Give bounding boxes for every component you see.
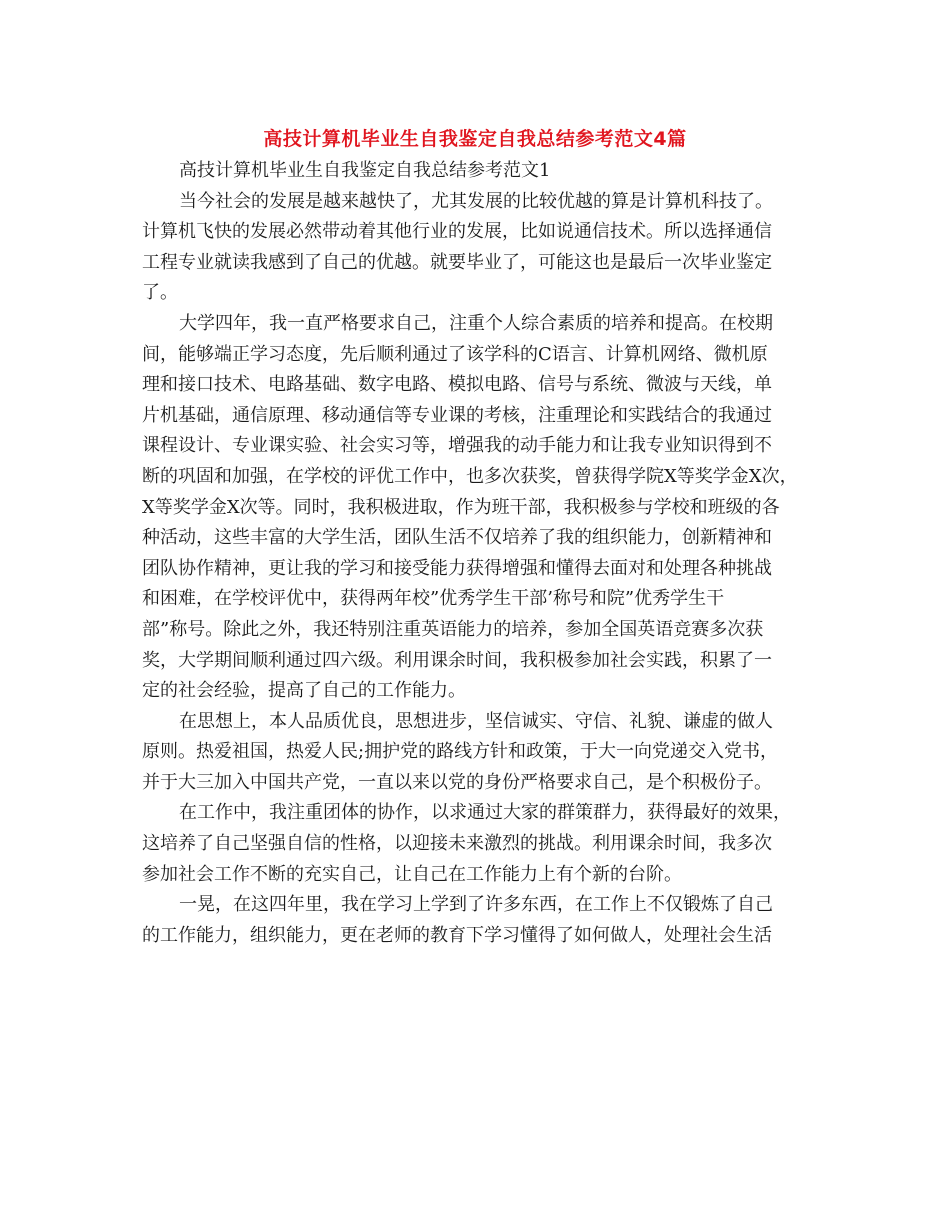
body-line: 工程专业就读我感到了自己的优越。就要毕业了，可能这也是最后一次毕业鉴定 [142,251,772,273]
body-line: 这培养了自己坚强自信的性格，以迎接未来激烈的挑战。利用课余时间，我多次 [142,833,772,855]
body-line: 理和接口技术、电路基础、数字电路、模拟电路、信号与系统、微波与天线，单 [142,374,772,396]
body-line: 计算机飞快的发展必然带动着其他行业的发展，比如说通信技术。所以选择通信 [142,221,772,243]
body-line: 在思想上，本人品质优良，思想进步，坚信诚实、守信、礼貌、谦虚的做人 [179,710,773,732]
body-line: 一晃，在这四年里，我在学习上学到了许多东西，在工作上不仅锻炼了自己 [179,894,773,916]
body-line: 和困难，在学校评优中，获得两年校”优秀学生干部’称号和院”优秀学生干 [142,588,725,610]
body-line: 了。 [142,282,178,304]
body-line: 原则。热爱祖国，热爱人民;拥护党的路线方针和政策，于大一向党递交入党书， [142,741,779,763]
body-line: 定的社会经验，提高了自己的工作能力。 [142,680,466,702]
document-title: 高技计算机毕业生自我鉴定自我总结参考范文4篇 [263,128,687,150]
body-line: 部”称号。除此之外，我还特别注重英语能力的培养，参加全国英语竞赛多次获 [142,618,764,640]
body-line: 大学四年，我一直严格要求自己，注重个人综合素质的培养和提高。在校期 [179,312,773,334]
body-line: 奖，大学期间顺利通过四六级。利用课余时间，我积极参加社会实践，积累了一 [142,649,772,671]
body-line: 片机基础，通信原理、移动通信等专业课的考核，注重理论和实践结合的我通过 [142,404,772,426]
body-line: 在工作中，我注重团体的协作，以求通过大家的群策群力，获得最好的效果， [179,802,791,824]
body-line: 并于大三加入中国共产党，一直以来以党的身份严格要求自己，是个积极份子。 [142,771,772,793]
body-line: 课程设计、专业课实验、社会实习等，增强我的动手能力和让我专业知识得到不 [142,435,772,457]
body-line: 当今社会的发展是越来越快了，尤其发展的比较优越的算是计算机科技了。 [179,190,773,212]
body-line: 间，能够端正学习态度，先后顺利通过了该学科的C语言、计算机网络、微机原 [142,343,768,365]
body-line: 高技计算机毕业生自我鉴定自我总结参考范文1 [179,160,551,181]
body-line: 断的巩固和加强，在学校的评优工作中，也多次获奖，曾获得学院X等奖学金X次， [142,465,798,487]
body-line: 参加社会工作不断的充实自己，让自己在工作能力上有个新的台阶。 [142,863,682,885]
body-line: 团队协作精神，更让我的学习和接受能力获得增强和懂得去面对和处理各种挑战 [142,557,772,579]
body-line: 种活动，这些丰富的大学生活，团队生活不仅培养了我的组织能力，创新精神和 [142,527,772,549]
document-body [142,156,822,951]
body-line: 的工作能力，组织能力，更在老师的教育下学习懂得了如何做人，处理社会生活 [142,924,772,946]
body-line: X等奖学金X次等。同时，我积极进取，作为班干部，我积极参与学校和班级的各 [142,496,780,518]
